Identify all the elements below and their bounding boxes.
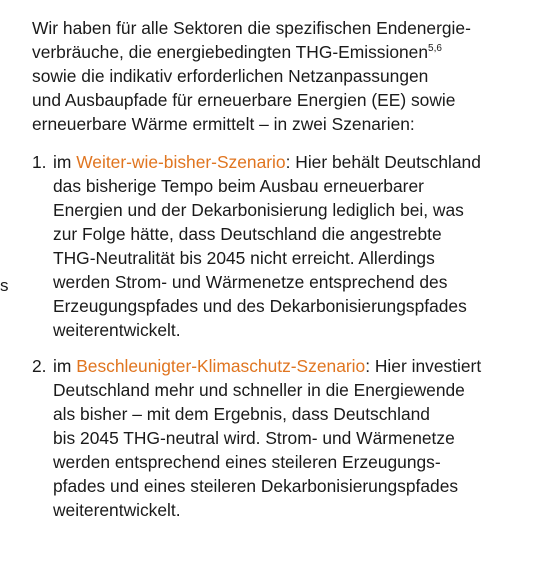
list-number: 2.: [32, 356, 47, 376]
intro-line: sowie die indikativ erforderlichen Netzanpassungen: [32, 66, 429, 86]
scenario-link-beschleunigter-klimaschutz[interactable]: Beschleunigter-Klimaschutz-Szenario: [76, 356, 366, 376]
item-line: das bisherige Tempo beim Ausbau erneuerbarer: [53, 176, 424, 196]
scenario-item-beschleunigter-klimaschutz: [32, 354, 542, 522]
item-line: THG-Neutralität bis 2045 nicht erreicht. Allerdings: [53, 248, 435, 268]
item-line: als bisher – mit dem Ergebnis, dass Deutschland: [53, 404, 430, 424]
item-prefix: im: [53, 356, 77, 376]
item-line: Erzeugungspfades und des Dekarbonisierungspfades: [53, 296, 467, 316]
cropped-text-fragment: s: [0, 276, 9, 295]
document-body: [32, 16, 542, 534]
scenario-item-weiter-wie-bisher: [32, 150, 542, 342]
item-line: Deutschland mehr und schneller in die Energiewende: [53, 380, 465, 400]
list-number: 1.: [32, 152, 47, 172]
intro-line: verbräuche, die energiebedingten THG-Emissionen: [32, 42, 429, 62]
item-line: pfades und eines steileren Dekarbonisierungspfades: [53, 476, 459, 496]
item-prefix: im: [53, 152, 77, 172]
item-line: Energien und der Dekarbonisierung lediglich bei, was: [53, 200, 464, 220]
intro-line: erneuerbare Wärme ermittelt – in zwei Szenarien:: [32, 114, 415, 134]
item-first-line: [53, 354, 542, 378]
item-first-line: [53, 150, 542, 174]
scenario-list: [32, 150, 542, 522]
intro-line: und Ausbaupfade für erneuerbare Energien (EE) sowie: [32, 90, 456, 110]
item-first-rest: : Hier investiert: [365, 356, 482, 376]
intro-paragraph: [32, 16, 542, 136]
item-line: werden entsprechend eines steileren Erzeugungs-: [53, 452, 441, 472]
item-line: bis 2045 THG-neutral wird. Strom- und Wärmenetze: [53, 428, 455, 448]
item-line: zur Folge hätte, dass Deutschland die angestrebte: [53, 224, 442, 244]
scenario-link-weiter-wie-bisher[interactable]: Weiter-wie-bisher-Szenario: [76, 152, 286, 172]
item-first-rest: : Hier behält Deutschland: [285, 152, 481, 172]
intro-line-with-footnote: [32, 40, 542, 64]
intro-line: Wir haben für alle Sektoren die spezifischen Endenergie-: [32, 18, 471, 38]
item-line: werden Strom- und Wärmenetze entsprechend des: [53, 272, 448, 292]
item-line: weiterentwickelt.: [53, 500, 181, 520]
item-line: weiterentwickelt.: [53, 320, 181, 340]
footnote-reference[interactable]: 5,6: [428, 43, 442, 54]
